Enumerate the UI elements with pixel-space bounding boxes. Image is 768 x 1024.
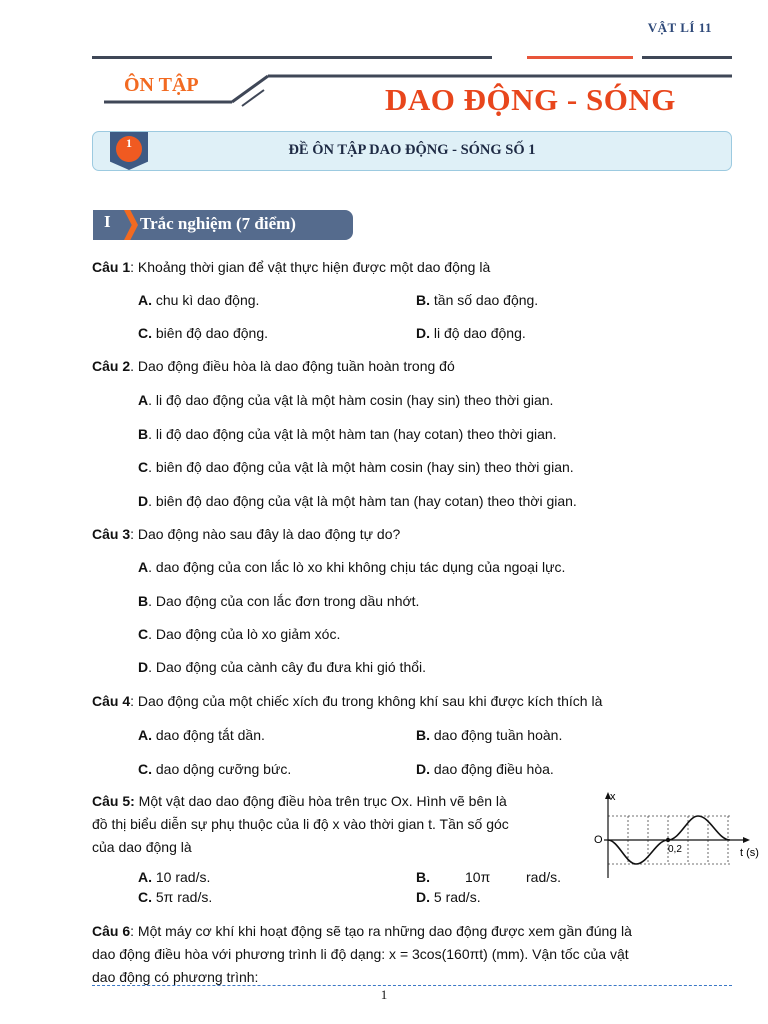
question-text: : Khoảng thời gian để vật thực hiện được một dao động là — [130, 259, 491, 275]
q5-option-c — [138, 889, 212, 905]
option-text: . dao động của con lắc lò xo khi không chịu tác dụng của ngoại lực. — [148, 559, 566, 575]
graph-t-label: t (s) — [740, 847, 759, 859]
question-label: Câu 2 — [92, 358, 131, 374]
section-title: Trắc nghiệm (7 điểm) — [140, 214, 296, 233]
question-label: Câu 6 — [92, 923, 131, 939]
question-text-line-1: Một vật dao dao động điều hòa trên trục Ox. Hình vẽ bên là — [134, 793, 507, 809]
question-text-line-1: : Một máy cơ khí khi hoạt động sẽ tạo ra những dao động được xem gần đúng là — [130, 923, 632, 939]
option-text: dao dộng cưỡng bức. — [152, 761, 292, 777]
option-key: B — [138, 426, 149, 442]
q1-option-b — [416, 292, 538, 308]
option-text: tần số dao động. — [430, 292, 539, 308]
option-key: C. — [138, 325, 152, 341]
option-key: A. — [138, 292, 152, 308]
q2-option-a — [138, 392, 553, 408]
option-key: A — [138, 559, 149, 575]
q3-option-a — [138, 559, 565, 575]
q1-option-c — [138, 325, 268, 341]
graph-tick-label: 0,2 — [668, 844, 682, 855]
option-key: B. — [416, 869, 430, 885]
q2-option-c — [138, 459, 574, 475]
page-title: DAO ĐỘNG - SÓNG — [385, 82, 676, 117]
question-2 — [92, 358, 455, 374]
question-label: Câu 4 — [92, 693, 131, 709]
option-key: D. — [416, 325, 430, 341]
question-6 — [92, 920, 732, 989]
q5-option-b-value: 10π — [465, 869, 491, 885]
q1-option-a — [138, 292, 259, 308]
question-4 — [92, 693, 602, 709]
option-key: D. — [416, 761, 430, 777]
option-text: li độ dao động. — [430, 325, 526, 341]
q2-option-b — [138, 426, 557, 442]
q5-option-a — [138, 869, 210, 885]
option-key: C. — [138, 889, 152, 905]
option-key: A — [138, 392, 149, 408]
question-text: . Dao động điều hòa là dao động tuần hoàn trong đó — [130, 358, 455, 374]
footer-divider — [92, 985, 732, 986]
option-text: chu kì dao động. — [152, 292, 260, 308]
option-text: biên độ dao động. — [152, 325, 268, 341]
option-text: 5π rad/s. — [152, 889, 213, 905]
question-text-line-3: dao động có phương trình: — [92, 969, 259, 985]
q5-option-d — [416, 889, 481, 905]
q5-option-b-unit: rad/s. — [526, 869, 562, 885]
question-label: Câu 1 — [92, 259, 131, 275]
subject-label: VẬT LÍ 11 — [647, 20, 712, 35]
question-text-line-3: của dao động là — [92, 839, 192, 855]
q4-option-b — [416, 727, 562, 743]
exam-title: ĐỀ ÔN TẬP DAO ĐỘNG - SÓNG SỐ 1 — [288, 142, 536, 158]
option-text: dao động tắt dần. — [152, 727, 265, 743]
header-rule-left — [92, 56, 492, 59]
badge-number: 1 — [126, 136, 132, 150]
header-rule-right — [642, 56, 732, 59]
option-text: . li độ dao động của vật là một hàm tan (hay cotan) theo thời gian. — [148, 426, 557, 442]
page-number: 1 — [380, 987, 388, 1002]
option-key: C. — [138, 761, 152, 777]
question-text-line-2: dao động điều hòa với phương trình li độ dạng: x = 3cos(160πt) (mm). Vận tốc của vật — [92, 946, 629, 962]
option-text: . biên độ dao động của vật là một hàm cosin (hay sin) theo thời gian. — [148, 459, 574, 475]
option-key: D — [138, 493, 149, 509]
graph-origin-label: O — [594, 834, 603, 846]
option-key: C — [138, 459, 149, 475]
q3-option-b — [138, 593, 419, 609]
option-key: B — [138, 593, 149, 609]
q4-option-a — [138, 727, 265, 743]
option-text: . biên độ dao động của vật là một hàm tan (hay cotan) theo thời gian. — [148, 493, 577, 509]
q1-option-d — [416, 325, 526, 341]
option-text: dao động điều hòa. — [430, 761, 554, 777]
question-label: Câu 5: — [92, 793, 135, 809]
header-rule-accent — [527, 56, 633, 59]
q2-option-d — [138, 493, 577, 509]
question-text-line-2: đồ thị biểu diễn sự phụ thuộc của li độ x vào thời gian t. Tần số góc — [92, 816, 509, 832]
question-1 — [92, 259, 490, 275]
option-text: dao động tuần hoàn. — [430, 727, 563, 743]
exam-title-banner — [92, 131, 732, 171]
option-key: B. — [416, 727, 430, 743]
option-text: . Dao động của con lắc đơn trong dầu nhớt. — [148, 593, 420, 609]
q3-option-c — [138, 626, 340, 642]
displacement-time-graph — [596, 786, 768, 880]
question-label: Câu 3 — [92, 526, 131, 542]
graph-point — [666, 838, 670, 842]
q5-option-b — [416, 869, 430, 885]
option-key: B. — [416, 292, 430, 308]
t-axis-arrow-icon — [743, 837, 750, 843]
on-tap-label: ÔN TẬP — [124, 74, 199, 96]
option-text: 5 rad/s. — [430, 889, 481, 905]
section-number: I — [104, 212, 111, 231]
option-key: D. — [416, 889, 430, 905]
option-text: . li độ dao động của vật là một hàm cosin (hay sin) theo thời gian. — [148, 392, 554, 408]
question-text: : Dao động của một chiếc xích đu trong không khí sau khi được kích thích là — [130, 693, 603, 709]
option-key: D — [138, 659, 149, 675]
option-text: 10 rad/s. — [152, 869, 211, 885]
option-key: C — [138, 626, 149, 642]
option-key: A. — [138, 869, 152, 885]
option-key: A. — [138, 727, 152, 743]
q4-option-d — [416, 761, 554, 777]
question-text: : Dao động nào sau đây là dao động tự do? — [130, 526, 401, 542]
option-text: . Dao động của lò xo giảm xóc. — [148, 626, 341, 642]
question-5 — [92, 790, 582, 859]
q4-option-c — [138, 761, 291, 777]
option-text: . Dao động của cành cây đu đưa khi gió thổi. — [148, 659, 427, 675]
question-3 — [92, 526, 400, 542]
graph-x-label: x — [610, 791, 616, 803]
q3-option-d — [138, 659, 426, 675]
